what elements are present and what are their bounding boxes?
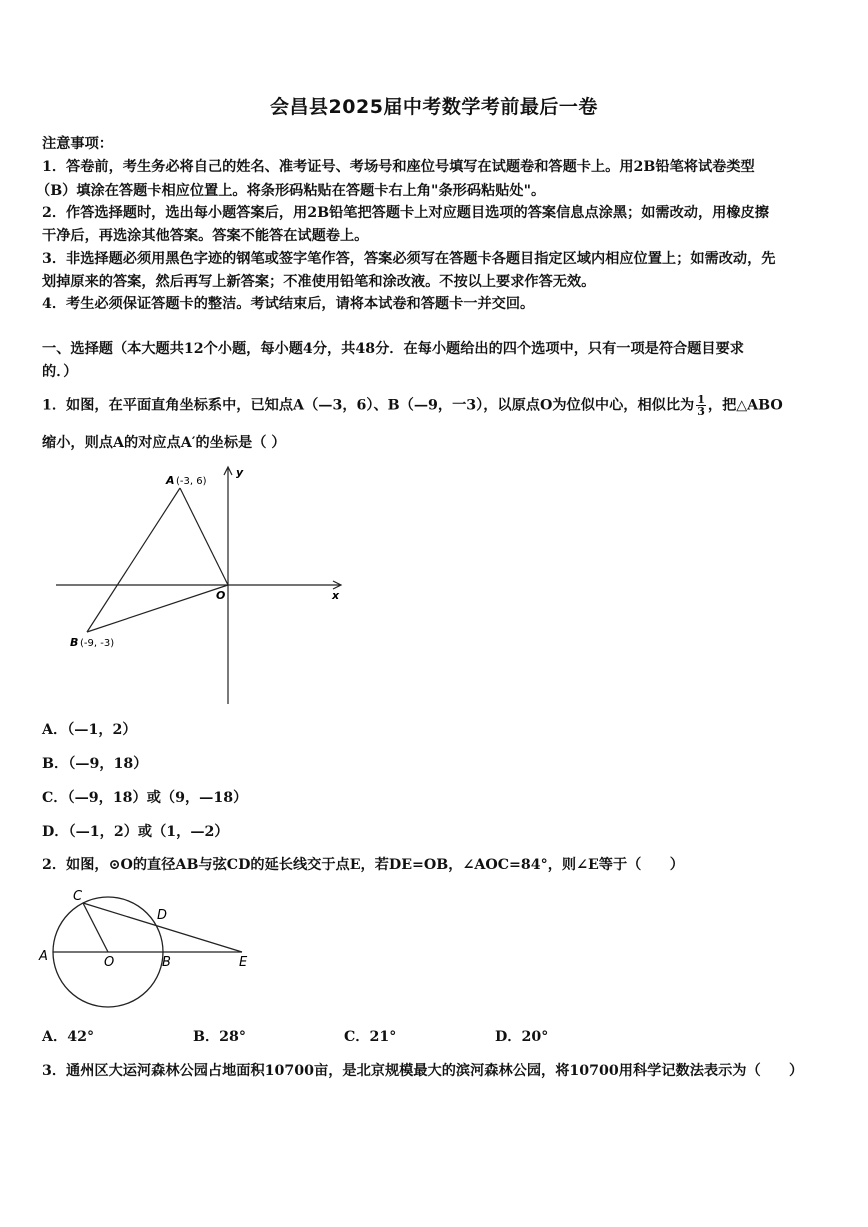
point-b-label: B	[70, 636, 79, 649]
point-e-label: E	[239, 955, 248, 970]
origin-label: O	[216, 589, 226, 602]
notice-line: 2．作答选择题时，选出每小题答案后，用2B铅笔把答题卡上对应题目选项的答案信息点涂黑；如需改动，用橡皮擦	[42, 205, 769, 221]
section-heading-cont: 的．）	[42, 364, 78, 380]
section-heading: 一、选择题（本大题共12个小题，每小题4分，共48分．在每小题给出的四个选项中，只有一项是符合题目要求	[42, 341, 744, 357]
segment-ab	[87, 488, 180, 632]
q3-stem: 3．通州区大运河森林公园占地面积10700亩，是北京规模最大的滨河森林公园，将10700用科学记数法表示为（ ）	[42, 1063, 804, 1079]
segment-oa	[180, 488, 228, 585]
notice-line: 干净后，再选涂其他答案。答案不能答在试题卷上。	[42, 228, 369, 244]
notice-line: （B）填涂在答题卡相应位置上。将条形码粘贴在答题卡右上角"条形码粘贴处"。	[36, 183, 546, 199]
q1-option-d: D．（—1，2）或（1，—2）	[42, 824, 229, 840]
x-axis-label: x	[332, 589, 340, 602]
notice-line: 3．非选择题必须用黑色字迹的钢笔或签字笔作答，答案必须写在答题卡各题目指定区域内相应位置上；如需改动，先	[42, 251, 776, 267]
q1-stem	[42, 394, 783, 417]
q1-coordinate-figure	[50, 462, 360, 707]
segment-bo	[87, 585, 228, 632]
point-a-label: A	[166, 474, 175, 487]
fraction-denominator: 3	[697, 405, 705, 418]
segment-oc	[83, 903, 108, 952]
q1-stem-line2: 缩小，则点A的对应点A′的坐标是（ ）	[42, 435, 286, 451]
q2-option-d: D．20°	[495, 1029, 549, 1045]
q2-option-a: A．42°	[42, 1029, 95, 1045]
fraction-numerator: 1	[697, 393, 705, 406]
point-c-label: C	[73, 889, 83, 904]
q1-option-a: A．（—1，2）	[42, 722, 137, 738]
q1-option-c: C．（—9，18）或（9，—18）	[42, 790, 248, 806]
q2-circle-figure	[36, 880, 266, 1030]
notice-heading: 注意事项：	[42, 136, 113, 152]
point-d-label: D	[157, 908, 168, 923]
q2-option-c: C．21°	[344, 1029, 397, 1045]
notice-line: 1．答卷前，考生务必将自己的姓名、准考证号、考场号和座位号填写在试题卷和答题卡上。用2B铅笔将试卷类型	[42, 159, 755, 175]
q1-stem-text: 1．如图，在平面直角坐标系中，已知点A（—3，6）、B（—9，一3），以原点O为位似中心，相似比为	[42, 397, 695, 414]
notice-line: 4．考生必须保证答题卡的整洁。考试结束后，请将本试卷和答题卡一并交回。	[42, 296, 535, 312]
y-axis-label: y	[236, 466, 244, 479]
point-a-coords: (-3, 6)	[176, 476, 207, 487]
notice-line: 划掉原来的答案，然后再写上新答案；不准使用铅笔和涂改液。不按以上要求作答无效。	[42, 274, 596, 290]
q2-stem: 2．如图，⊙O的直径AB与弦CD的延长线交于点E，若DE=OB，∠AOC=84°，则∠E等于（ ）	[42, 857, 684, 873]
point-o-label: O	[104, 955, 115, 970]
q2-option-b: B．28°	[193, 1029, 247, 1045]
q1-option-b: B．（—9，18）	[42, 756, 148, 772]
point-a-label: A	[39, 949, 48, 964]
point-b-label: B	[162, 955, 171, 970]
q1-stem-text-end: ，把△ABO	[707, 397, 783, 414]
page-title: 会昌县2025届中考数学考前最后一卷	[270, 96, 598, 118]
ratio-fraction	[696, 394, 706, 417]
point-b-coords: (-9, -3)	[80, 638, 115, 649]
